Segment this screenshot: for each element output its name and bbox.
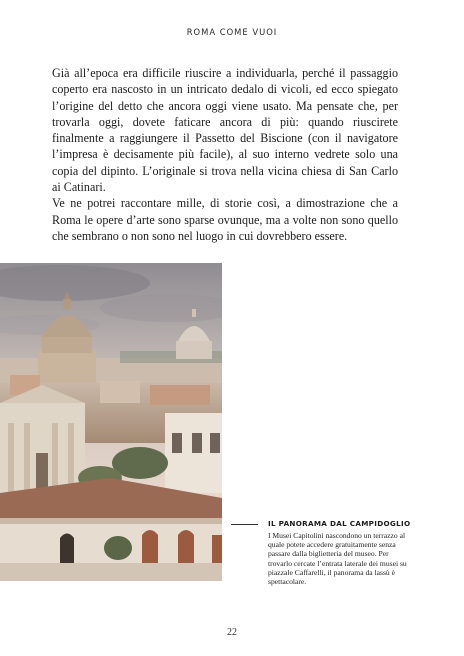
caption-title: IL PANORAMA DAL CAMPIDOGLIO [268, 519, 411, 528]
running-head: ROMA COME VUOI [186, 27, 278, 37]
body-text [52, 65, 398, 244]
paragraph-1: Già all’epoca era difficile riuscire a individuarla, perché il passaggio coperto era nascosto in un intricato dedalo di vicoli, ed ecco spiegato l’origine del detto che ancora oggi viene usato. Ma pensate che, per trovarla oggi, dovete faticare ancora di più: quando riuscirete finalmente a raggiungere il Passetto del Biscione (con il navigatore l’impresa è decisamente più facile), al suo interno vedrete solo una copia del dipinto. L’originale si trova nella vicina chiesa di San Carlo ai Catinari. [52, 66, 398, 195]
caption-rule [231, 524, 258, 525]
caption-text: I Musei Capitolini nascondono un terrazzo al quale potete accedere gratuitamente senza passare dalla biglietteria del museo. Per trovarlo cercate l’entrata laterale dei musei su piazzale Caffarelli, il panorama da lassù è spettacolare. [268, 531, 407, 587]
rome-panorama-photo [0, 263, 222, 581]
paragraph-2: Ve ne potrei raccontare mille, di storie così, a dimostrazione che a Roma le opere d’arte sono sparse ovunque, ma a volte non sono quello che sembrano o non sono nel luogo in cui dovrebbero essere. [52, 196, 398, 243]
page-number: 22 [227, 627, 237, 638]
